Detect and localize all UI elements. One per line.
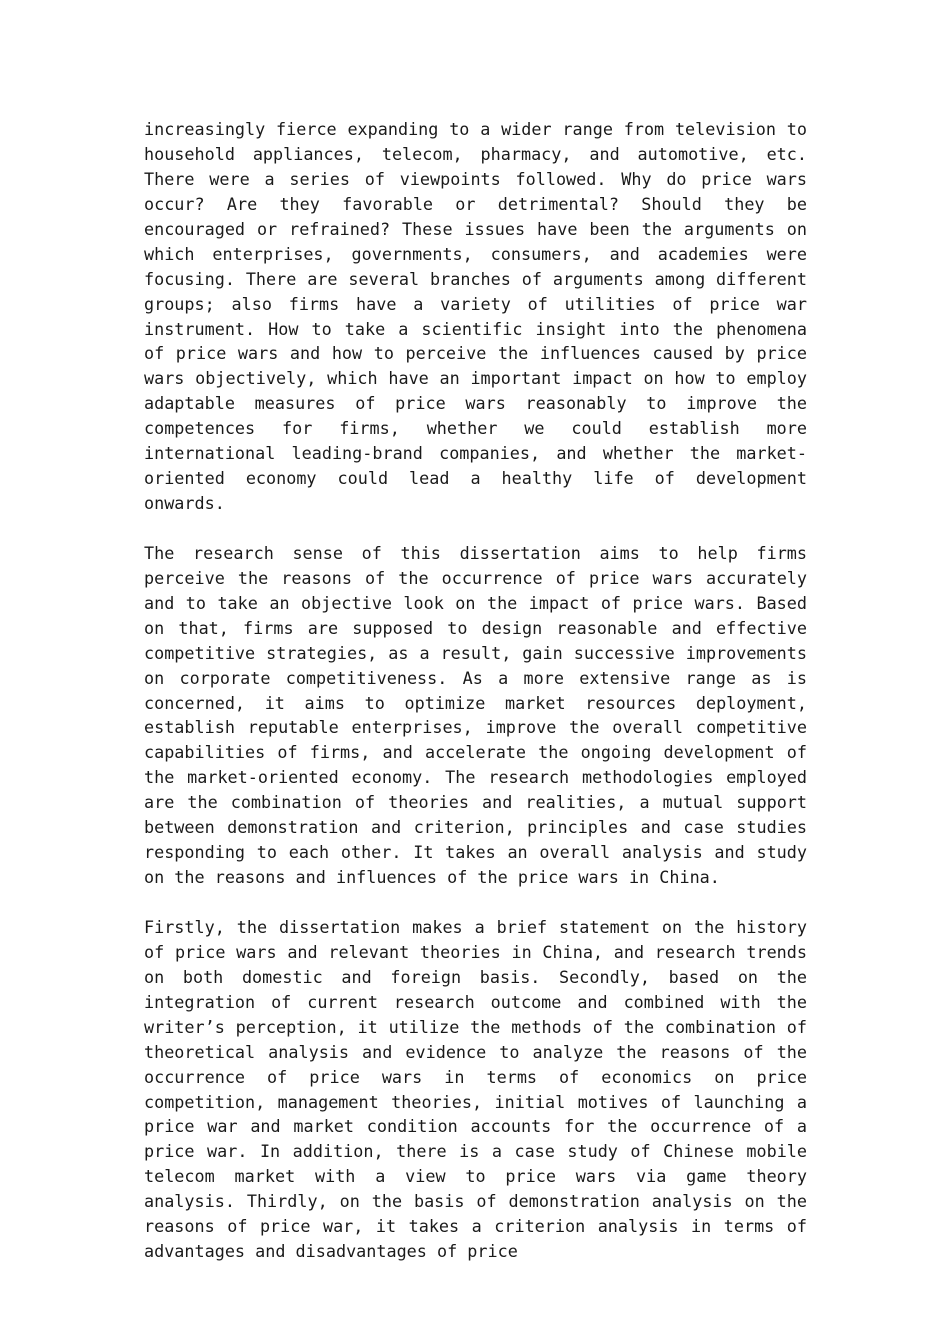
- body-text: [144, 117, 807, 1264]
- paragraph-price-war-context: increasingly fierce expanding to a wider range from television to household appliances, telecom, pharmacy, and automotive, etc. There were a series of viewpoints followed. Why do price wars occur? Are they favorable or detrimental? Should they be encouraged or refrained? These issues have been the arguments on which enterprises, governments, consumers, and academies were focusing. There are several branches of arguments among different groups; also firms have a variety of utilities of price war instrument. How to take a scientific insight into the phenomena of price wars and how to perceive the influences caused by price wars objectively, which have an important impact on how to employ adaptable measures of price wars reasonably to improve the competences for firms, whether we could establish more international leading-brand companies, and whether the market-oriented economy could lead a healthy life of development onwards.: [144, 119, 807, 514]
- paragraph-research-sense: The research sense of this dissertation aims to help firms perceive the reasons of the occurrence of price wars accurately and to take an objective look on the impact of price wars. Based on that, firms are supposed to design reasonable and effective competitive strategies, as a result, gain successive improvements on corporate competitiveness. As a more extensive range as is concerned, it aims to optimize market resources deployment, establish reputable enterprises, improve the overall competitive capabilities of firms, and accelerate the ongoing development of the market-oriented economy. The research methodologies employed are the combination of theories and realities, a mutual support between demonstration and criterion, principles and case studies responding to each other. It takes an overall analysis and study on the reasons and influences of the price wars in China.: [144, 542, 807, 888]
- paragraph-dissertation-structure: Firstly, the dissertation makes a brief statement on the history of price wars and relevant theories in China, and research trends on both domestic and foreign basis. Secondly, based on the integration of current research outcome and combined with the writer’s perception, it utilize the methods of the combination of theoretical analysis and evidence to analyze the reasons of the occurrence of price wars in terms of economics on price competition, management theories, initial motives of launching a price war and market condition accounts for the occurrence of a price war. In addition, there is a case study of Chinese mobile telecom market with a view to price wars via game theory analysis. Thirdly, on the basis of demonstration analysis on the reasons of price war, it takes a criterion analysis in terms of advantages and disadvantages of price: [144, 916, 807, 1262]
